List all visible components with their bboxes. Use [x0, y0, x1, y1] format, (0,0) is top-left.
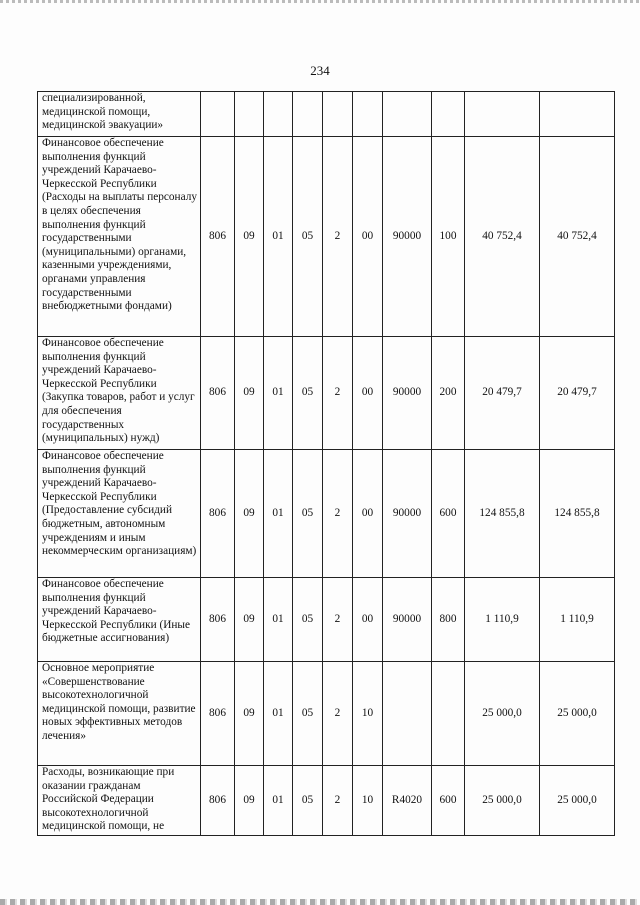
row-name-cell: Расходы, возникающие при оказании гражданам Российской Федерации высокотехнологичной медицинской помощи, не: [38, 766, 201, 836]
subsection-cell: [264, 92, 293, 137]
subprogram-cell: 2: [323, 766, 353, 836]
table-row: [38, 137, 615, 337]
subsection-cell: 01: [264, 137, 293, 337]
section-cell: 09: [235, 137, 264, 337]
table-row: [38, 92, 615, 137]
program-cell: 05: [293, 450, 323, 578]
amount-cell: 20 479,7: [465, 337, 540, 450]
row-name-cell: Финансовое обеспечение выполнения функций учреждений Карачаево-Черкесской Республики (Предоставление субсидий бюджетным, автономным учреждениям и иным некоммерческим организациям): [38, 450, 201, 578]
gov-code-cell: 806: [201, 450, 235, 578]
gov-code-cell: 806: [201, 766, 235, 836]
subprogram-cell: [323, 92, 353, 137]
section-cell: 09: [235, 766, 264, 836]
scan-edge-top: [0, 0, 640, 3]
section-cell: 09: [235, 450, 264, 578]
table-row: [38, 450, 615, 578]
amount-total-cell: 1 110,9: [540, 578, 615, 662]
amount-cell: 1 110,9: [465, 578, 540, 662]
amount-cell: 25 000,0: [465, 662, 540, 766]
table-row: [38, 337, 615, 450]
expense-type-cell: 600: [432, 450, 465, 578]
row-name-cell: Финансовое обеспечение выполнения функций учреждений Карачаево-Черкесской Республики (Расходы на выплаты персоналу в целях обеспечения выполнения функций государственными (муниципальными) органами, казенными учреждениями, органами управления государственными внебюджетными фондами): [38, 137, 201, 337]
gov-code-cell: 806: [201, 662, 235, 766]
amount-total-cell: 25 000,0: [540, 766, 615, 836]
subprogram-cell: 2: [323, 578, 353, 662]
amount-cell: [465, 92, 540, 137]
direction-cell: 90000: [383, 450, 432, 578]
amount-total-cell: 40 752,4: [540, 137, 615, 337]
expense-type-cell: 100: [432, 137, 465, 337]
subsection-cell: 01: [264, 662, 293, 766]
event-cell: 00: [353, 337, 383, 450]
expense-type-cell: [432, 662, 465, 766]
row-name-cell: специализированной, медицинской помощи, медицинской эвакуации»: [38, 92, 201, 137]
direction-cell: [383, 662, 432, 766]
budget-table: [37, 91, 615, 836]
program-cell: 05: [293, 578, 323, 662]
amount-cell: 124 855,8: [465, 450, 540, 578]
subsection-cell: 01: [264, 766, 293, 836]
expense-type-cell: 200: [432, 337, 465, 450]
direction-cell: 90000: [383, 337, 432, 450]
expense-type-cell: 800: [432, 578, 465, 662]
program-cell: 05: [293, 766, 323, 836]
expense-type-cell: 600: [432, 766, 465, 836]
direction-cell: R4020: [383, 766, 432, 836]
event-cell: 00: [353, 137, 383, 337]
event-cell: [353, 92, 383, 137]
page-number: 234: [310, 63, 330, 78]
direction-cell: 90000: [383, 578, 432, 662]
amount-total-cell: 124 855,8: [540, 450, 615, 578]
program-cell: [293, 92, 323, 137]
subsection-cell: 01: [264, 450, 293, 578]
section-cell: 09: [235, 662, 264, 766]
direction-cell: 90000: [383, 137, 432, 337]
event-cell: 00: [353, 450, 383, 578]
expense-type-cell: [432, 92, 465, 137]
amount-cell: 40 752,4: [465, 137, 540, 337]
row-name-cell: Финансовое обеспечение выполнения функций учреждений Карачаево-Черкесской Республики (Иные бюджетные ассигнования): [38, 578, 201, 662]
gov-code-cell: 806: [201, 137, 235, 337]
amount-total-cell: 20 479,7: [540, 337, 615, 450]
section-cell: [235, 92, 264, 137]
gov-code-cell: 806: [201, 337, 235, 450]
amount-cell: 25 000,0: [465, 766, 540, 836]
amount-total-cell: [540, 92, 615, 137]
program-cell: 05: [293, 137, 323, 337]
program-cell: 05: [293, 337, 323, 450]
direction-cell: [383, 92, 432, 137]
event-cell: 10: [353, 662, 383, 766]
table-row: [38, 662, 615, 766]
subsection-cell: 01: [264, 337, 293, 450]
subprogram-cell: 2: [323, 662, 353, 766]
amount-total-cell: 25 000,0: [540, 662, 615, 766]
section-cell: 09: [235, 578, 264, 662]
scan-edge-bottom: [0, 899, 640, 905]
gov-code-cell: 806: [201, 578, 235, 662]
event-cell: 00: [353, 578, 383, 662]
program-cell: 05: [293, 662, 323, 766]
row-name-cell: Основное мероприятие «Совершенствование высокотехнологичной медицинской помощи, развитие новых эффективных методов лечения»: [38, 662, 201, 766]
event-cell: 10: [353, 766, 383, 836]
row-name-cell: Финансовое обеспечение выполнения функций учреждений Карачаево-Черкесской Республики (Закупка товаров, работ и услуг для обеспечения государственных (муниципальных) нужд): [38, 337, 201, 450]
subprogram-cell: 2: [323, 337, 353, 450]
subsection-cell: 01: [264, 578, 293, 662]
subprogram-cell: 2: [323, 137, 353, 337]
gov-code-cell: [201, 92, 235, 137]
table-row: [38, 766, 615, 836]
table-row: [38, 578, 615, 662]
section-cell: 09: [235, 337, 264, 450]
subprogram-cell: 2: [323, 450, 353, 578]
